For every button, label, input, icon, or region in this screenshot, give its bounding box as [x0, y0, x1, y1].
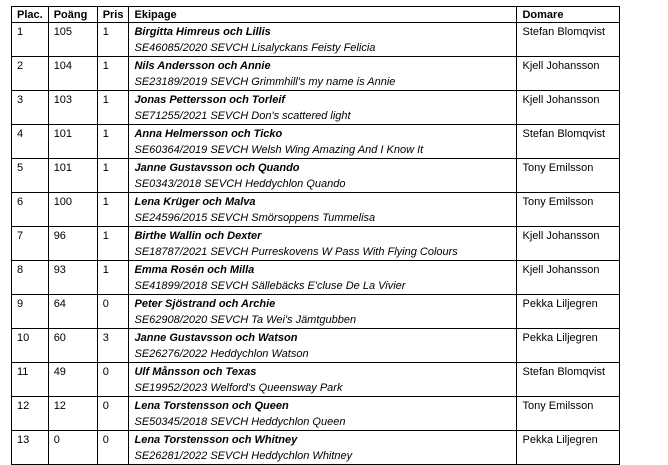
cell-ekipage	[129, 125, 517, 159]
cell-domare: Pekka Liljegren	[517, 295, 620, 329]
cell-domare: Kjell Johansson	[517, 91, 620, 125]
table-row	[12, 261, 620, 295]
cell-pris: 0	[97, 295, 129, 329]
cell-plac: 12	[12, 397, 49, 431]
table-row	[12, 397, 620, 431]
cell-domare: Stefan Blomqvist	[517, 23, 620, 57]
header-ekipage: Ekipage	[129, 7, 517, 23]
cell-poang: 64	[48, 295, 97, 329]
header-row	[12, 7, 620, 23]
handler-name: Lena Torstensson och Queen	[134, 400, 289, 412]
cell-plac: 4	[12, 125, 49, 159]
cell-domare: Pekka Liljegren	[517, 431, 620, 465]
dog-registration: SE60364/2019 SEVCH Welsh Wing Amazing And I Know It	[134, 144, 424, 156]
table-row	[12, 363, 620, 397]
table-row	[12, 91, 620, 125]
cell-ekipage	[129, 193, 517, 227]
table-row	[12, 57, 620, 91]
cell-pris: 1	[97, 193, 129, 227]
header-plac: Plac.	[12, 7, 49, 23]
table-row	[12, 23, 620, 57]
dog-registration: SE62908/2020 SEVCH Ta Wei's Jämtgubben	[134, 314, 357, 326]
header-poang: Poäng	[48, 7, 97, 23]
cell-ekipage	[129, 261, 517, 295]
cell-pris: 0	[97, 397, 129, 431]
cell-pris: 1	[97, 227, 129, 261]
handler-name: Emma Rosén och Milla	[134, 264, 255, 276]
cell-plac: 13	[12, 431, 49, 465]
cell-ekipage	[129, 397, 517, 431]
results-table	[11, 6, 620, 465]
cell-domare: Stefan Blomqvist	[517, 363, 620, 397]
dog-registration: SE26281/2022 SEVCH Heddychlon Whitney	[134, 450, 353, 462]
dog-registration: SE24596/2015 SEVCH Smörsoppens Tummelisa	[134, 212, 376, 224]
table-row	[12, 295, 620, 329]
cell-poang: 103	[48, 91, 97, 125]
dog-registration: SE50345/2018 SEVCH Heddychlon Queen	[134, 416, 346, 428]
cell-ekipage	[129, 23, 517, 57]
cell-domare: Stefan Blomqvist	[517, 125, 620, 159]
cell-domare: Tony Emilsson	[517, 193, 620, 227]
dog-registration: SE46085/2020 SEVCH Lisalyckans Feisty Felicia	[134, 42, 376, 54]
cell-domare: Kjell Johansson	[517, 57, 620, 91]
dog-registration: SE0343/2018 SEVCH Heddychlon Quando	[134, 178, 346, 190]
handler-name: Janne Gustavsson och Watson	[134, 332, 298, 344]
cell-plac: 3	[12, 91, 49, 125]
table-row	[12, 193, 620, 227]
cell-pris: 0	[97, 431, 129, 465]
cell-pris: 1	[97, 159, 129, 193]
cell-ekipage	[129, 159, 517, 193]
cell-pris: 1	[97, 125, 129, 159]
table-row	[12, 431, 620, 465]
table-row	[12, 159, 620, 193]
cell-pris: 1	[97, 91, 129, 125]
cell-ekipage	[129, 363, 517, 397]
handler-name: Peter Sjöstrand och Archie	[134, 298, 276, 310]
cell-pris: 1	[97, 57, 129, 91]
cell-poang: 96	[48, 227, 97, 261]
dog-registration: SE26276/2022 Heddychlon Watson	[134, 348, 309, 360]
handler-name: Janne Gustavsson och Quando	[134, 162, 300, 174]
cell-plac: 11	[12, 363, 49, 397]
cell-poang: 101	[48, 159, 97, 193]
cell-poang: 0	[48, 431, 97, 465]
results-body	[12, 23, 620, 465]
cell-plac: 10	[12, 329, 49, 363]
cell-ekipage	[129, 57, 517, 91]
handler-name: Jonas Pettersson och Torleif	[134, 94, 286, 106]
handler-name: Birthe Wallin och Dexter	[134, 230, 262, 242]
cell-pris: 1	[97, 23, 129, 57]
cell-poang: 49	[48, 363, 97, 397]
dog-registration: SE18787/2021 SEVCH Purreskovens W Pass With Flying Colours	[134, 246, 458, 258]
cell-pris: 0	[97, 363, 129, 397]
table-row	[12, 227, 620, 261]
cell-plac: 7	[12, 227, 49, 261]
dog-registration: SE23189/2019 SEVCH Grimmhill's my name is Annie	[134, 76, 396, 88]
header-domare: Domare	[517, 7, 620, 23]
handler-name: Anna Helmersson och Ticko	[134, 128, 283, 140]
cell-poang: 100	[48, 193, 97, 227]
handler-name: Ulf Månsson och Texas	[134, 366, 257, 378]
cell-plac: 8	[12, 261, 49, 295]
handler-name: Lena Krüger och Malva	[134, 196, 256, 208]
cell-plac: 6	[12, 193, 49, 227]
cell-ekipage	[129, 329, 517, 363]
cell-pris: 1	[97, 261, 129, 295]
table-row	[12, 329, 620, 363]
cell-poang: 60	[48, 329, 97, 363]
cell-ekipage	[129, 91, 517, 125]
handler-name: Nils Andersson och Annie	[134, 60, 271, 72]
cell-poang: 93	[48, 261, 97, 295]
cell-domare: Pekka Liljegren	[517, 329, 620, 363]
cell-pris: 3	[97, 329, 129, 363]
cell-plac: 9	[12, 295, 49, 329]
cell-plac: 2	[12, 57, 49, 91]
dog-registration: SE71255/2021 SEVCH Don's scattered light	[134, 110, 351, 122]
cell-poang: 105	[48, 23, 97, 57]
cell-domare: Kjell Johansson	[517, 227, 620, 261]
cell-ekipage	[129, 431, 517, 465]
table-row	[12, 125, 620, 159]
handler-name: Birgitta Himreus och Lillis	[134, 26, 271, 38]
header-pris: Pris	[97, 7, 129, 23]
cell-poang: 101	[48, 125, 97, 159]
handler-name: Lena Torstensson och Whitney	[134, 434, 298, 446]
cell-poang: 104	[48, 57, 97, 91]
cell-ekipage	[129, 295, 517, 329]
cell-domare: Tony Emilsson	[517, 397, 620, 431]
cell-domare: Kjell Johansson	[517, 261, 620, 295]
dog-registration: SE19952/2023 Welford's Queensway Park	[134, 382, 343, 394]
cell-plac: 1	[12, 23, 49, 57]
cell-domare: Tony Emilsson	[517, 159, 620, 193]
dog-registration: SE41899/2018 SEVCH Sällebäcks E'cluse De La Vivier	[134, 280, 406, 292]
cell-ekipage	[129, 227, 517, 261]
cell-poang: 12	[48, 397, 97, 431]
cell-plac: 5	[12, 159, 49, 193]
